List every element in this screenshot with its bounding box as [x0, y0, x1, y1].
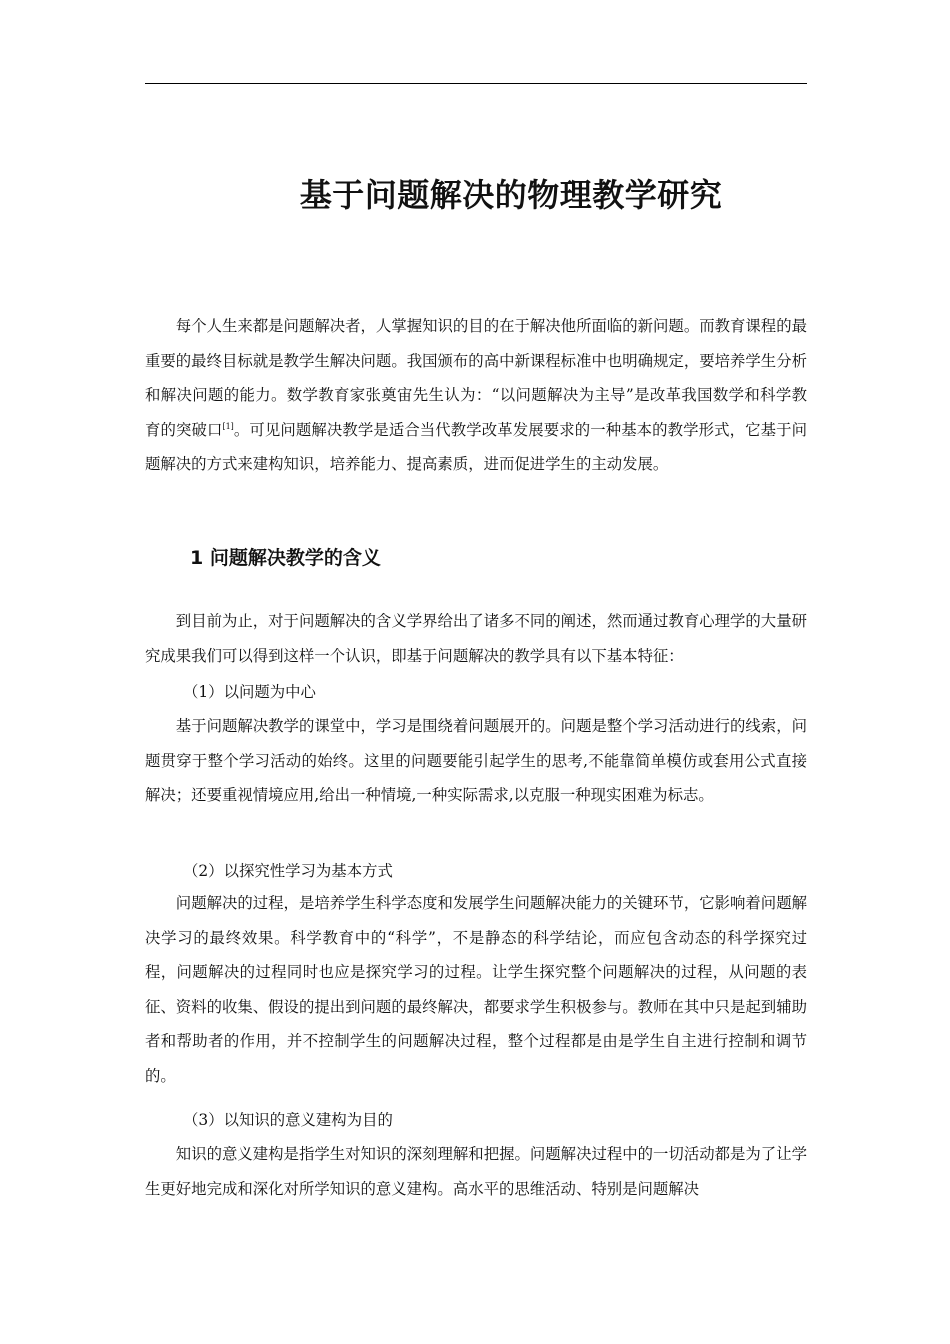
feature-3-paragraph: 知识的意义建构是指学生对知识的深刻理解和把握。问题解决过程中的一切活动都是为了让学生更好地完成和深化对所学知识的意义建构。高水平的思维活动、特别是问题解决	[145, 1145, 807, 1198]
intro-paragraph	[145, 309, 807, 482]
feature-1-label: （1）以问题为中心	[183, 683, 316, 701]
section-heading: 1 问题解决教学的含义	[190, 547, 381, 569]
citation-marker[interactable]: [1]	[222, 421, 234, 431]
feature-2-label: （2）以探究性学习为基本方式	[183, 862, 393, 880]
intro-text-part-2: 。可见问题解决教学是适合当代教学改革发展要求的一种基本的教学形式，它基于问题解决的方式来建构知识，培养能力、提高素质，进而促进学生的主动发展。	[145, 420, 807, 473]
feature-1-paragraph: 基于问题解决教学的课堂中，学习是围绕着问题展开的。问题是整个学习活动进行的线索，问题贯穿于整个学习活动的始终。这里的问题要能引起学生的思考,不能靠简单模仿或套用公式直接解决；还要重视情境应用,给出一种情境,一种实际需求,以克服一种现实困难为标志。	[145, 717, 807, 804]
feature-3-label: （3）以知识的意义建构为目的	[183, 1111, 393, 1129]
document-title: 基于问题解决的物理教学研究	[299, 176, 723, 215]
feature-2-paragraph: 问题解决的过程，是培养学生科学态度和发展学生问题解决能力的关键环节，它影响着问题解决学习的最终效果。科学教育中的“科学”，不是静态的科学结论，而应包含动态的科学探究过程，问题解决的过程同时也应是探究学习的过程。让学生探究整个问题解决的过程，从问题的表征、资料的收集、假设的提出到问题的最终解决，都要求学生积极参与。教师在其中只是起到辅助者和帮助者的作用，并不控制学生的问题解决过程，整个过程都是由是学生自主进行控制和调节的。	[145, 894, 807, 1085]
header-rule	[145, 83, 807, 84]
intro-text-part-1: 每个人生来都是问题解决者，人掌握知识的目的在于解决他所面临的新问题。而教育课程的最重要的最终目标就是教学生解决问题。我国颁布的高中新课程标准中也明确规定，要培养学生分析和解决问题的能力。数学教育家张奠宙先生认为：“以问题解决为主导”是改革我国数学和科学教育的突破口	[145, 317, 807, 439]
section-lead-paragraph: 到目前为止，对于问题解决的含义学界给出了诸多不同的阐述，然而通过教育心理学的大量研究成果我们可以得到这样一个认识，即基于问题解决的教学具有以下基本特征：	[145, 612, 807, 665]
